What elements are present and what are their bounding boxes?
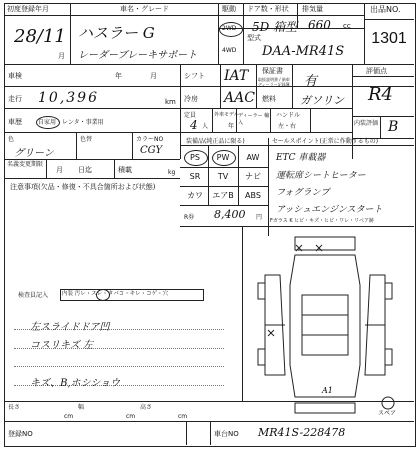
width-label: 幅 [78,404,85,411]
drive-label: 駆動 [222,5,236,13]
warranty-sub: 取扱説明書 / 新車ディーラー記録簿 [258,77,290,87]
selling-point-3: フォグランプ [276,188,330,198]
capacity-unit: 人 [202,123,209,130]
length-label: 長さ [8,404,21,411]
warranty-value: 有 [304,74,318,89]
height-unit: cm [178,413,188,420]
grade-value: R4 [368,84,394,105]
reg-no-label: 登録NO [8,430,33,438]
equip-pw: PW [216,153,230,162]
import-label: 外車モデル [214,112,239,118]
type-value: DAA-MR41S [262,44,345,59]
interior-marks: 内装 汚レ・スレ・タバコ・キレ・コゲ・穴 [62,291,169,297]
color-no-value: CGY [140,145,163,156]
model-grade-label: 車名・グレード [120,5,169,13]
lot-number: 1301 [371,30,407,47]
history-label: 車歴 [8,118,22,126]
mileage-value: 10,396 [38,90,99,106]
aircon-label: 冷房 [184,95,198,103]
car-label: A1 [322,386,333,395]
drive-4wd: 4WD [222,47,237,54]
chassis-label: 車台NO [214,430,239,438]
color-value: グリーン [14,148,54,159]
equipment-title: 装備品(純正品に限る) [186,138,245,145]
selling-point-4: アッシュエンジンスタート [276,205,383,215]
inspector-note-3: キズ、B,ホシショウ [30,378,121,389]
fuel-value: ガソリン [300,94,344,107]
renewal-month: 月 [56,166,63,174]
shift-label: シフト [184,72,205,80]
change-label: 色替 [80,136,93,143]
first-reg-label: 初度登録年月 [7,5,49,13]
equip-leather: カワ [187,191,203,200]
interior-label: 内装評価 [354,120,379,127]
selling-point-2: 運転席シートヒーター [276,171,366,181]
model-grade: レーダーブレーキサポート [78,50,198,61]
inspection-month: 月 [150,72,157,80]
displacement-value: 660 [308,18,331,32]
equip-navi: ナビ [245,172,261,181]
warranty-label: 保証書 [262,67,283,75]
glass-line: Fガラス K ヒビ・キズ・ヒビ・ワレ・リペア跡 [270,218,374,224]
inspection-label: 車検 [8,72,22,80]
inspector-note-2: コスリキズ 左 [30,340,93,351]
interior-selected-circle [96,289,110,301]
chassis-value: MR41S-228478 [258,426,346,439]
displacement-label: 排気量 [302,5,323,13]
import-unit: 年 [228,123,235,130]
capacity-value: 4 [190,118,198,132]
displacement-unit: cc [343,22,351,30]
inspector-note-1: 左スライドドア凹 [30,322,110,333]
renewal-label: 名義変更期限 [7,161,44,168]
color-no-label: カラーNO [136,136,164,143]
handle-value: 左・右 [278,123,297,130]
first-reg-value: 28/11 [14,26,66,47]
recycle-unit: 円 [256,214,263,221]
recycle-value: 8,400 [214,208,246,221]
selling-point-1: ETC 車載器 [276,153,326,163]
drive-2wd: 2WD [222,25,237,32]
length-unit: cm [64,413,74,420]
mileage-unit: km [165,98,176,106]
equip-abs: ABS [245,191,261,200]
handle-label: ハンドル [276,112,301,119]
doors-value: 5D 箱型 [252,20,298,34]
color-label: 色 [8,136,15,143]
shift-value: IAT [224,68,249,84]
interior-value: B [388,119,399,135]
grade-label: 評価点 [366,67,387,75]
spare-label: スペア [378,410,397,415]
lot-label: 出品NO. [370,5,401,14]
renewal-day: 日迄 [78,166,92,174]
notes-label: 注意事項(欠品・修復・不具合箇所および状態) [10,183,156,191]
dealer-label: ディーラー 輸入 [238,113,270,126]
history-options: 自家用・レンタ・事業用 [38,119,104,126]
equip-sr: SR [189,172,201,181]
history-selected-circle [36,116,60,129]
recycle-label: R券 [184,214,195,221]
load-unit: kg [168,169,176,176]
car-damage-diagram [250,225,400,415]
model-name: ハスラー G [78,24,155,42]
type-label: 型式 [247,34,261,42]
equip-ps: PS [190,153,200,162]
doors-label: ドア数・形状 [247,5,289,13]
equip-airbag: エアB [212,191,234,200]
first-reg-unit: 月 [58,52,65,60]
capacity-label: 定員 [184,112,197,119]
load-label: 積載 [118,166,132,174]
aircon-value: AAC [224,90,255,106]
equip-tv: TV [217,172,229,181]
inspector-label: 検査員記入 [18,292,49,299]
width-unit: cm [126,413,136,420]
equip-aw: AW [246,153,260,162]
fuel-label: 燃料 [262,95,276,103]
height-label: 高さ [140,404,153,411]
mileage-label: 走行 [8,95,22,103]
inspection-year: 年 [115,72,122,80]
selling-points-title: セールスポイント(正常に作動するもの) [272,138,379,145]
